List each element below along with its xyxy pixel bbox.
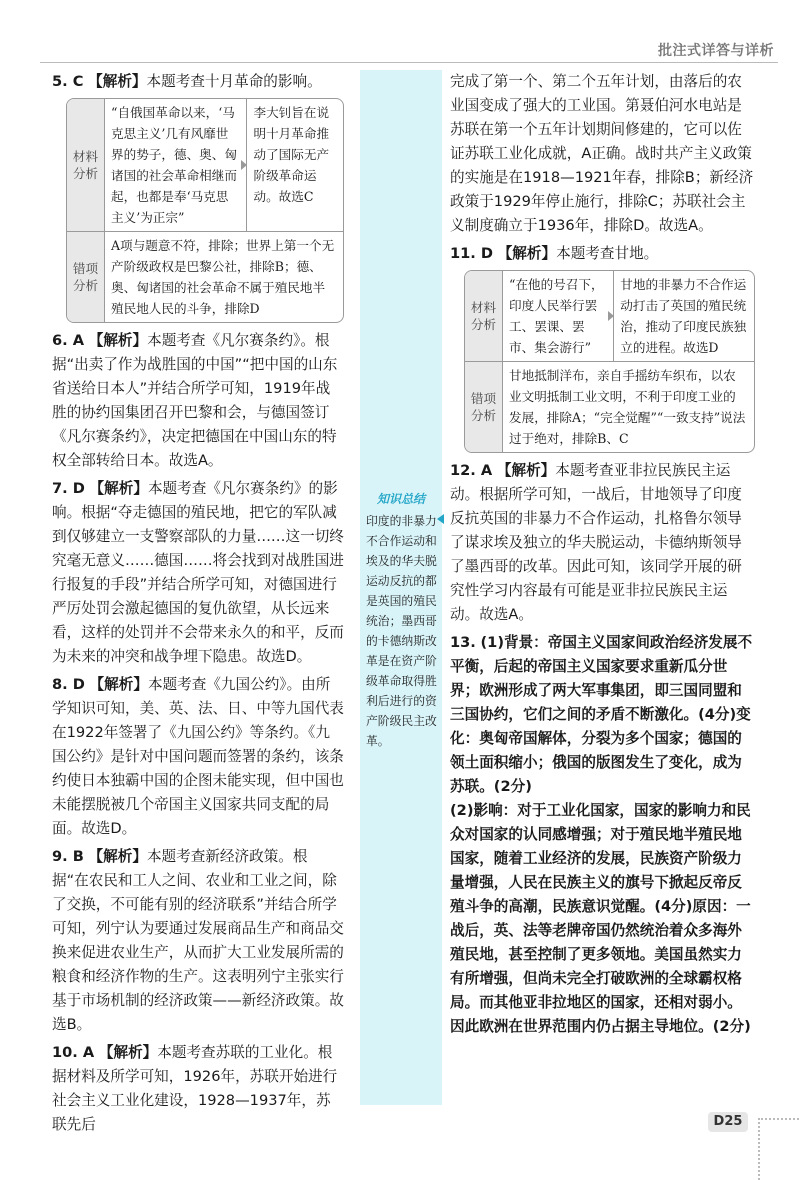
answer-part-1: (1)背景：帝国主义国家间政治经济发展不平衡，后起的帝国主义国家要求重新瓜分世界；欧洲形成了两大军事集团，即三国同盟和三国协约，它们之间的矛盾不断激化。(4分)变化：奥匈帝国解体，分裂为多个国家；德国的领土面积缩小；俄国的版图发生了变化，成为苏联。(2分): [450, 634, 753, 795]
analysis-tag: 【解析】: [88, 848, 147, 865]
page-number: D25: [708, 1112, 748, 1132]
question-5: [52, 70, 344, 323]
material-row: [465, 271, 754, 361]
wrong-option-row: [465, 361, 754, 452]
question-text: 本题考查苏联的工业化。根据材料及所学可知，1926年，苏联开始进行社会主义工业化建设，1928—1937年，苏联先后: [52, 1044, 338, 1133]
question-intro: 本题考查十月革命的影响。: [146, 73, 322, 90]
question-number: 7. D: [52, 480, 85, 497]
sidebar-pointer-icon: [437, 514, 444, 524]
question-9: [52, 845, 344, 1037]
analysis-box: [464, 270, 755, 453]
material-quote: “自俄国革命以来，‘马克思主义’几有风靡世界的势子，德、奥、匈诸国的社会革命相继而起，也都是奉‘马克思主义’为正宗”: [111, 105, 237, 225]
question-7: [52, 477, 344, 669]
sidebar-title: 知识总结: [376, 492, 425, 506]
question-number: 11. D: [450, 245, 494, 262]
analysis-tag: 【解析】: [497, 245, 557, 262]
material-quote: “在他的号召下，印度人民举行罢工、罢课、罢市、集会游行”: [509, 277, 604, 355]
question-text: 本题考查新经济政策。根据“在农民和工人之间、农业和工业之间，除了交换，不可能有别的经济联系”并结合所学可知，列宁认为要通过发展商品生产和商品交换来促进农业生产，从而扩大工业发展所需的粮食和经济作物的生产。这表明列宁主张实行基于市场机制的经济政策——新经济政策。故选B。: [52, 848, 344, 1033]
analysis-box: [66, 98, 344, 323]
analysis-tag: 【解析】: [88, 332, 148, 349]
wrong-option-row: [67, 231, 343, 322]
question-number: 9. B: [52, 848, 84, 865]
analysis-tag: 【解析】: [89, 676, 148, 693]
material-label: 材料 分析: [67, 99, 105, 231]
corner-decoration: [758, 1118, 800, 1180]
material-point: 李大钊旨在说明十月革命推动了国际无产阶级革命运动。故选C: [246, 99, 343, 231]
answer-part-2: (2)影响：对于工业化国家，国家的影响力和民众对国家的认同感增强；对于殖民地半殖民地国家，随着工业经济的发展，民族资产阶级力量增强，人民在民族主义的旗号下掀起反帝反殖斗争的高潮，民族意识觉醒。(4分)原因：一战后，英、法等老牌帝国仍然统治着众多海外殖民地，甚至控制了更多领地。美国虽然实力有所增强，但尚未完全打破欧洲的全球霸权格局。而其他亚非拉地区的国家，还相对弱小。因此欧洲在世界范围内仍占据主导地位。(2分): [450, 802, 751, 1035]
knowledge-sidebar: [360, 70, 442, 1105]
question-intro: 本题考查甘地。: [556, 245, 659, 262]
question-11: [450, 242, 755, 453]
wrong-option-text: A项与题意不符，排除；世界上第一个无产阶级政权是巴黎公社，排除B；德、奥、匈诸国的社会革命不属于殖民地半殖民地人民的斗争，排除D: [111, 238, 335, 316]
question-number: 13.: [450, 634, 476, 651]
wrong-option-label: 错项 分析: [67, 232, 105, 322]
question-number: 5. C: [52, 73, 84, 90]
question-text: 本题考查亚非拉民族民主运动。根据所学可知，一战后，甘地领导了印度反抗英国的非暴力不合作运动，扎格鲁尔领导了谋求埃及独立的华夫脱运动，卡德纳斯领导了墨西哥的改革。因此可知，该同学开展的研究性学习内容最有可能是亚非拉民族民主运动。故选A。: [450, 462, 742, 623]
question-13: [450, 631, 755, 1039]
left-column: [52, 70, 344, 1141]
question-10: [52, 1041, 344, 1137]
analysis-tag: 【解析】: [98, 1044, 158, 1061]
wrong-option-text: 甘地抵制洋布，亲自手摇纺车织布，以农业文明抵制工业文明，不利于印度工业的发展，排除A；“完全觉醒”“一致支持”说法过于绝对，排除B、C: [509, 368, 746, 446]
question-number: 6. A: [52, 332, 85, 349]
analysis-tag: 【解析】: [88, 73, 147, 90]
analysis-tag: 【解析】: [496, 462, 556, 479]
material-label: 材料 分析: [465, 271, 503, 361]
material-point: 甘地的非暴力不合作运动打击了英国的殖民统治，推动了印度民族独立的进程。故选D: [613, 271, 754, 361]
question-number: 12. A: [450, 462, 493, 479]
page-header: 批注式详答与详析: [658, 43, 774, 59]
question-10-continued: 完成了第一个、第二个五年计划，由落后的农业国变成了强大的工业国。第聂伯河水电站是苏联在第一个五年计划期间修建的，它可以佐证苏联工业化成就，A正确。战时共产主义政策的实施是在1918—1921年春，排除B；新经济政策于1929年停止施行，排除C；苏联社会主义制度确立于1936年，排除D。故选A。: [450, 73, 754, 234]
question-8: [52, 673, 344, 841]
sidebar-text: 印度的非暴力不合作运动和埃及的华夫脱运动反抗的都是英国的殖民统治；墨西哥的卡德纳斯改革是在资产阶级革命取得胜利后进行的资产阶级民主改革。: [366, 514, 437, 748]
question-12: [450, 459, 755, 627]
header-rule: [40, 62, 778, 63]
right-column: [450, 70, 755, 1043]
question-6: [52, 329, 344, 473]
question-text: 本题考查《凡尔赛条约》。根据“出卖了作为战胜国的中国”“把中国的山东省送给日本人”并结合所学可知，1919年战胜的协约国集团召开巴黎和会，与德国签订《凡尔赛条约》，决定把德国在中国山东的特权全部转给日本。故选A。: [52, 332, 338, 469]
question-number: 10. A: [52, 1044, 95, 1061]
analysis-tag: 【解析】: [89, 480, 148, 497]
wrong-option-label: 错项 分析: [465, 362, 503, 452]
question-number: 8. D: [52, 676, 85, 693]
question-text: 本题考查《凡尔赛条约》的影响。根据“夺走德国的殖民地，把它的军队减到仅够建立一支警察部队的力量……这一切终究毫无意义……德国……将会找到对战胜国进行报复的手段”并结合所学可知，对德国进行严厉处罚会激起德国的复仇欲望，从长远来看，这样的处罚并不会带来永久的和平，反而为未来的冲突和战争埋下隐患。故选D。: [52, 480, 344, 665]
material-row: [67, 99, 343, 231]
question-text: 本题考查《九国公约》。由所学知识可知，美、英、法、日、中等九国代表在1922年签署了《九国公约》等条约。《九国公约》是针对中国问题而签署的条约，该条约使日本独霸中国的企图未能实现，但中国也未能摆脱被几个帝国主义国家共同支配的局面。故选D。: [52, 676, 344, 837]
